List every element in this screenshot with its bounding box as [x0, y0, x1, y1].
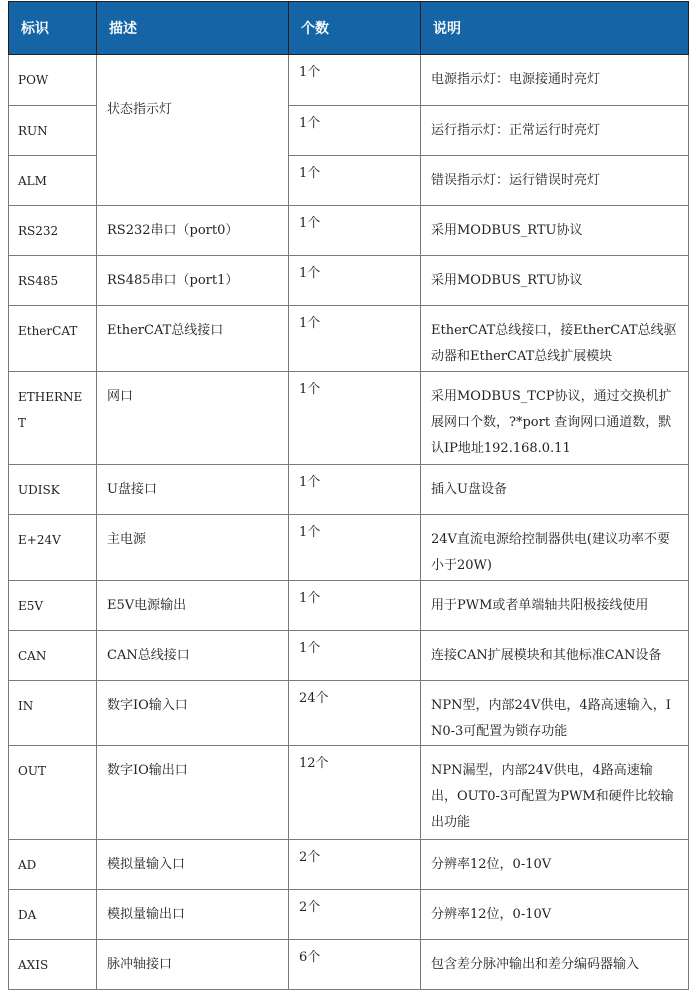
- row-note: 分辨率12位，0-10V: [421, 840, 689, 890]
- table-row: [9, 515, 689, 581]
- header-desc: 描述: [97, 2, 289, 55]
- row-count: 1个: [289, 465, 421, 515]
- header-id: 标识: [9, 2, 97, 55]
- row-desc: 网口: [97, 372, 289, 465]
- row-id: RUN: [9, 106, 97, 156]
- row-id: POW: [9, 55, 97, 106]
- row-count: 1个: [289, 581, 421, 631]
- row-id: ALM: [9, 156, 97, 206]
- table-row: [9, 306, 689, 372]
- row-desc-status-lights: 状态指示灯: [97, 55, 289, 206]
- row-count: 12个: [289, 746, 421, 840]
- row-id: DA: [9, 890, 97, 940]
- interface-spec-table: [8, 1, 689, 990]
- row-note: 用于PWM或者单端轴共阳极接线使用: [421, 581, 689, 631]
- row-id: RS232: [9, 206, 97, 256]
- row-desc: 脉冲轴接口: [97, 940, 289, 990]
- row-id: ETHERNET: [9, 372, 97, 465]
- row-count: 1个: [289, 55, 421, 106]
- row-id: UDISK: [9, 465, 97, 515]
- row-count: 1个: [289, 106, 421, 156]
- row-desc: 数字IO输出口: [97, 746, 289, 840]
- row-desc: 主电源: [97, 515, 289, 581]
- table-header-row: [9, 2, 689, 55]
- row-id: RS485: [9, 256, 97, 306]
- row-note: 电源指示灯：电源接通时亮灯: [421, 55, 689, 106]
- row-id: E+24V: [9, 515, 97, 581]
- table-row: [9, 940, 689, 990]
- row-desc: E5V电源输出: [97, 581, 289, 631]
- row-note: 24V直流电源给控制器供电(建议功率不要小于20W): [421, 515, 689, 581]
- row-note: 采用MODBUS_RTU协议: [421, 256, 689, 306]
- row-id: AXIS: [9, 940, 97, 990]
- table-row: [9, 206, 689, 256]
- row-id: OUT: [9, 746, 97, 840]
- row-note: 采用MODBUS_TCP协议，通过交换机扩展网口个数，?*port 查询网口通道数，默认IP地址192.168.0.11: [421, 372, 689, 465]
- row-desc: 模拟量输入口: [97, 840, 289, 890]
- row-id: E5V: [9, 581, 97, 631]
- table-row: [9, 581, 689, 631]
- table-row: [9, 681, 689, 746]
- table-row: [9, 746, 689, 840]
- row-desc: 数字IO输入口: [97, 681, 289, 746]
- row-count: 1个: [289, 306, 421, 372]
- row-note: NPN型，内部24V供电，4路高速输入，IN0-3可配置为锁存功能: [421, 681, 689, 746]
- row-count: 2个: [289, 890, 421, 940]
- row-note: NPN漏型，内部24V供电，4路高速输出，OUT0-3可配置为PWM和硬件比较输出功能: [421, 746, 689, 840]
- row-id: CAN: [9, 631, 97, 681]
- row-count: 1个: [289, 515, 421, 581]
- row-desc: RS485串口（port1）: [97, 256, 289, 306]
- row-id: EtherCAT: [9, 306, 97, 372]
- row-count: 6个: [289, 940, 421, 990]
- header-note: 说明: [421, 2, 689, 55]
- row-desc: U盘接口: [97, 465, 289, 515]
- row-note: 连接CAN扩展模块和其他标准CAN设备: [421, 631, 689, 681]
- row-id: IN: [9, 681, 97, 746]
- header-count: 个数: [289, 2, 421, 55]
- row-count: 24个: [289, 681, 421, 746]
- table-row: [9, 55, 689, 106]
- row-count: 1个: [289, 256, 421, 306]
- row-desc: EtherCAT总线接口: [97, 306, 289, 372]
- row-note: 分辨率12位，0-10V: [421, 890, 689, 940]
- row-desc: 模拟量输出口: [97, 890, 289, 940]
- row-note: 采用MODBUS_RTU协议: [421, 206, 689, 256]
- row-note: EtherCAT总线接口，接EtherCAT总线驱动器和EtherCAT总线扩展模块: [421, 306, 689, 372]
- row-note: 包含差分脉冲输出和差分编码器输入: [421, 940, 689, 990]
- table-row: [9, 372, 689, 465]
- row-id: AD: [9, 840, 97, 890]
- row-note: 错误指示灯：运行错误时亮灯: [421, 156, 689, 206]
- row-desc: RS232串口（port0）: [97, 206, 289, 256]
- table-row: [9, 465, 689, 515]
- row-note: 插入U盘设备: [421, 465, 689, 515]
- table-row: [9, 631, 689, 681]
- row-count: 2个: [289, 840, 421, 890]
- row-count: 1个: [289, 631, 421, 681]
- table-row: [9, 890, 689, 940]
- row-note: 运行指示灯：正常运行时亮灯: [421, 106, 689, 156]
- row-count: 1个: [289, 372, 421, 465]
- row-count: 1个: [289, 206, 421, 256]
- table-row: [9, 840, 689, 890]
- row-desc: CAN总线接口: [97, 631, 289, 681]
- table-row: [9, 256, 689, 306]
- row-count: 1个: [289, 156, 421, 206]
